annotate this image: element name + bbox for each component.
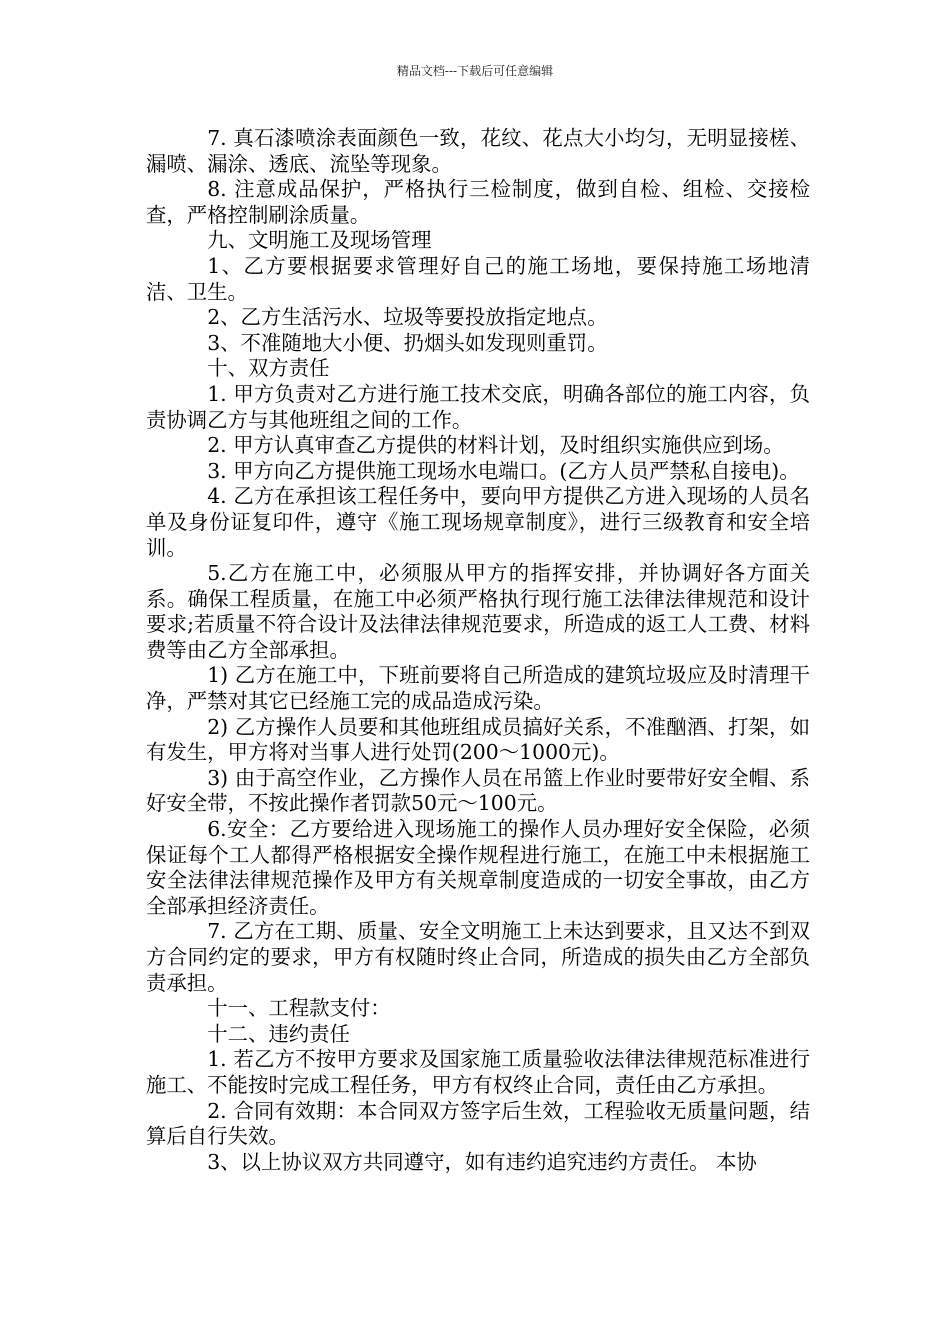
paragraph: 7. 真石漆喷涂表面颜色一致，花纹、花点大小均匀，无明显接槎、漏喷、漏涂、透底、流坠等现象。 bbox=[146, 126, 810, 176]
paragraph: 2. 合同有效期：本合同双方签字后生效，工程验收无质量问题，结算后自行失效。 bbox=[146, 1098, 810, 1149]
section-heading: 九、文明施工及现场管理 bbox=[207, 228, 432, 253]
paragraph: 8. 注意成品保护，严格执行三检制度，做到自检、组检、交接检查，严格控制刷涂质量。 bbox=[146, 177, 810, 227]
paragraph: 2. 甲方认真审查乙方提供的材料计划，及时组织实施供应到场。 bbox=[207, 433, 784, 458]
paragraph: 2、乙方生活污水、垃圾等要投放指定地点。 bbox=[207, 305, 608, 330]
paragraph: 3、不准随地大小便、扔烟头如发现则重罚。 bbox=[207, 330, 608, 355]
paragraph: 3. 甲方向乙方提供施工现场水电端口。(乙方人员严禁私自接电)。 bbox=[207, 458, 800, 483]
section-heading: 十一、工程款支付： bbox=[207, 996, 391, 1021]
paragraph: 1. 甲方负责对乙方进行施工技术交底，明确各部位的施工内容，负责协调乙方与其他班组之间的工作。 bbox=[146, 381, 810, 432]
paragraph: 3、以上协议双方共同遵守，如有违约追究违约方责任。 本协 bbox=[207, 1149, 757, 1174]
paragraph: 6.安全：乙方要给进入现场施工的操作人员办理好安全保险，必须保证每个工人都得严格根据安全操作规程进行施工，在施工中未根据施工安全法律法律规范操作及甲方有关规章制度造成的一切安全事故，由乙方全部承担经济责任。 bbox=[146, 817, 810, 918]
paragraph: 2) 乙方操作人员要和其他班组成员搞好关系，不准酗酒、打架，如有发生，甲方将对当事人进行处罚(200～1000元)。 bbox=[146, 714, 810, 765]
page-header: 精品文档---下载后可任意编辑 bbox=[396, 64, 554, 78]
paragraph: 5.乙方在施工中，必须服从甲方的指挥安排，并协调好各方面关系。确保工程质量，在施工中必须严格执行现行施工法律法律规范和设计要求;若质量不符合设计及法律法律规范要求，所造成的返工人工费、材料费等由乙方全部承担。 bbox=[146, 561, 810, 662]
document-body bbox=[146, 126, 810, 1175]
paragraph: 1. 若乙方不按甲方要求及国家施工质量验收法律法律规范标准进行施工、不能按时完成工程任务，甲方有权终止合同，责任由乙方承担。 bbox=[146, 1047, 810, 1097]
section-heading: 十二、违约责任 bbox=[207, 1021, 350, 1046]
paragraph: 1、乙方要根据要求管理好自己的施工场地，要保持施工场地清洁、卫生。 bbox=[146, 253, 810, 304]
paragraph: 3) 由于高空作业，乙方操作人员在吊篮上作业时要带好安全帽、系好安全带，不按此操作者罚款50元～100元。 bbox=[146, 765, 810, 816]
section-heading: 十、双方责任 bbox=[207, 356, 330, 381]
paragraph: 4. 乙方在承担该工程任务中，要向甲方提供乙方进入现场的人员名单及身份证复印件，遵守《施工现场规章制度》，进行三级教育和安全培训。 bbox=[146, 484, 810, 560]
paragraph: 7. 乙方在工期、质量、安全文明施工上未达到要求，且又达不到双方合同约定的要求，甲方有权随时终止合同，所造成的损失由乙方全部负责承担。 bbox=[146, 919, 810, 995]
paragraph: 1) 乙方在施工中，下班前要将自己所造成的建筑垃圾应及时清理干净，严禁对其它已经施工完的成品造成污染。 bbox=[146, 663, 810, 714]
